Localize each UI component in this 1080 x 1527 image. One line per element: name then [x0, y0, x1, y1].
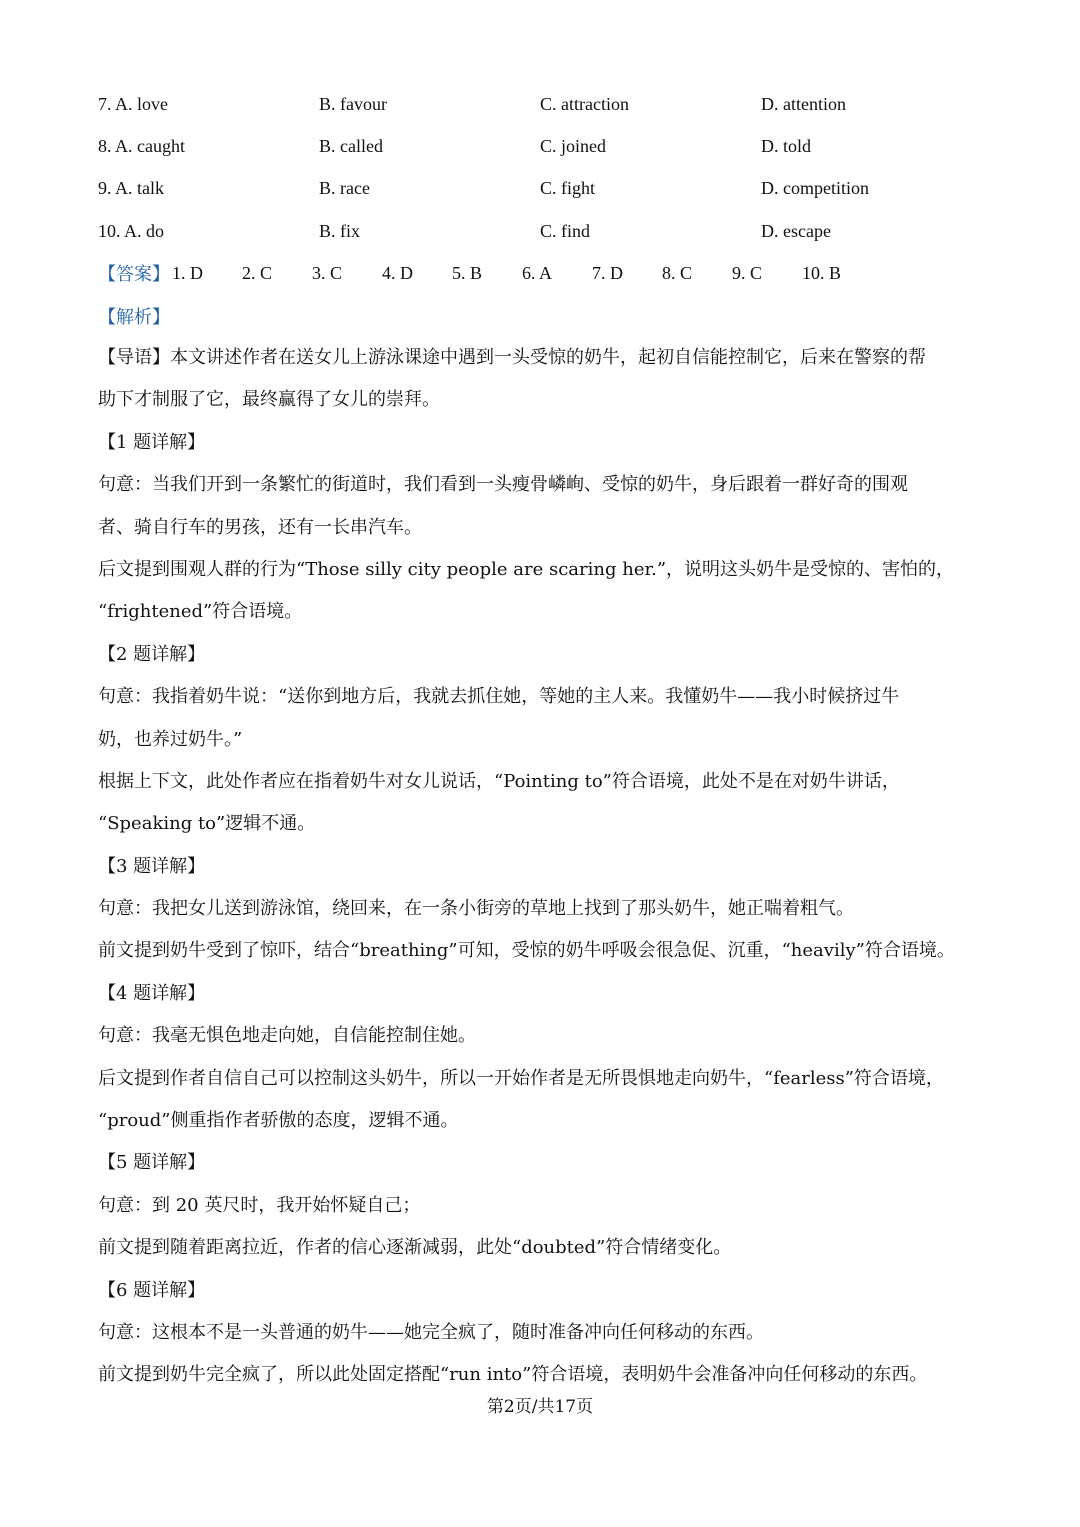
- text-line: 句意：这根本不是一头普通的奶牛——她完全疯了，随时准备冲向任何移动的东西。: [98, 1321, 764, 1343]
- options-row-9: [98, 168, 998, 210]
- options-row-8: [98, 125, 998, 167]
- text-line: 前文提到奶牛完全疯了，所以此处固定搭配“run into”符合语境，表明奶牛会准备冲向任何移动的东西。: [98, 1364, 928, 1386]
- option-cell: C. attraction: [540, 93, 629, 114]
- option-cell: B. race: [319, 178, 370, 199]
- options-row-10: [98, 210, 998, 252]
- analysis-label: 【解析】: [98, 307, 170, 328]
- text-line: 句意：当我们开到一条繁忙的街道时，我们看到一头瘦骨嶙峋、受惊的奶牛，身后跟着一群好奇的围观: [98, 474, 908, 496]
- option-cell: 10. A. do: [98, 220, 165, 241]
- option-cell: D. attention: [761, 93, 846, 114]
- answer-item: 2. C: [242, 262, 273, 283]
- text-line: 【导语】本文讲述作者在送女儿上游泳课途中遇到一头受惊的奶牛，起初自信能控制它，后来在警察的帮: [98, 347, 926, 368]
- text-line: 句意：我把女儿送到游泳馆，绕回来，在一条小街旁的草地上找到了那头奶牛，她正喘着粗气。: [98, 898, 854, 920]
- text-line: 助下才制服了它，最终赢得了女儿的崇拜。: [98, 389, 440, 411]
- option-cell: C. joined: [540, 135, 606, 156]
- text-line: 前文提到奶牛受到了惊吓，结合“breathing”可知，受惊的奶牛呼吸会很急促、沉重，“heavily”符合语境。: [98, 940, 955, 962]
- answer-label: 【答案】: [98, 264, 170, 285]
- section-heading: 【6 题详解】: [98, 1279, 206, 1301]
- answer-item: 3. C: [312, 262, 343, 283]
- text-line: 后文提到围观人群的行为“Those silly city people are scaring her.”，说明这头奶牛是受惊的、害怕的，: [98, 558, 955, 580]
- section-heading: 【3 题详解】: [98, 855, 206, 877]
- text-line: 者、骑自行车的男孩，还有一长串汽车。: [98, 516, 422, 538]
- text-line: “frightened”符合语境。: [98, 601, 303, 623]
- option-cell: D. escape: [761, 220, 831, 241]
- answer-item: 9. C: [732, 262, 763, 283]
- option-cell: B. fix: [319, 220, 361, 241]
- text-line: 前文提到随着距离拉近，作者的信心逐渐减弱，此处“doubted”符合情绪变化。: [98, 1237, 732, 1259]
- answer-item: 5. B: [452, 262, 483, 283]
- options-table: [98, 83, 998, 252]
- text-line: 根据上下文，此处作者应在指着奶牛对女儿说话，“Pointing to”符合语境，此处不是在对奶牛讲话，: [98, 770, 900, 792]
- option-cell: C. fight: [540, 178, 596, 199]
- section-heading: 【4 题详解】: [98, 982, 206, 1004]
- text-line: “proud”侧重指作者骄傲的态度，逻辑不通。: [98, 1110, 459, 1132]
- text-line: 后文提到作者自信自己可以控制这头奶牛，所以一开始作者是无所畏惧地走向奶牛，“fearless”符合语境，: [98, 1067, 944, 1089]
- page-footer: 第2页/共17页: [486, 1397, 594, 1417]
- text-line: 奶，也养过奶牛。”: [98, 728, 243, 750]
- option-cell: 8. A. caught: [98, 135, 185, 156]
- answer-item: 1. D: [172, 262, 203, 283]
- answer-item: 8. C: [662, 262, 693, 283]
- section-heading: 【2 题详解】: [98, 643, 206, 665]
- option-cell: 9. A. talk: [98, 178, 164, 199]
- options-row-7: [98, 83, 998, 125]
- analysis-body: [98, 337, 980, 1397]
- option-cell: 7. A. love: [98, 93, 168, 114]
- option-cell: B. favour: [319, 93, 387, 114]
- text-line: 句意：我毫无惧色地走向她，自信能控制住她。: [98, 1025, 476, 1047]
- section-heading: 【1 题详解】: [98, 431, 206, 453]
- answer-item: 4. D: [382, 262, 413, 283]
- answer-key: [98, 252, 872, 294]
- option-cell: D. competition: [761, 178, 869, 199]
- text-line: “Speaking to”逻辑不通。: [98, 813, 316, 835]
- answer-item: 10. B: [802, 262, 842, 283]
- text-line: 句意：到 20 英尺时，我开始怀疑自己；: [98, 1194, 421, 1216]
- answer-item: 6. A: [522, 262, 553, 283]
- text-line: 句意：我指着奶牛说：“送你到地方后，我就去抓住她，等她的主人来。我懂奶牛——我小时候挤过牛: [98, 686, 900, 708]
- answer-item: 7. D: [592, 262, 623, 283]
- section-heading: 【5 题详解】: [98, 1152, 206, 1174]
- option-cell: B. called: [319, 135, 383, 156]
- option-cell: C. find: [540, 220, 591, 241]
- option-cell: D. told: [761, 135, 812, 156]
